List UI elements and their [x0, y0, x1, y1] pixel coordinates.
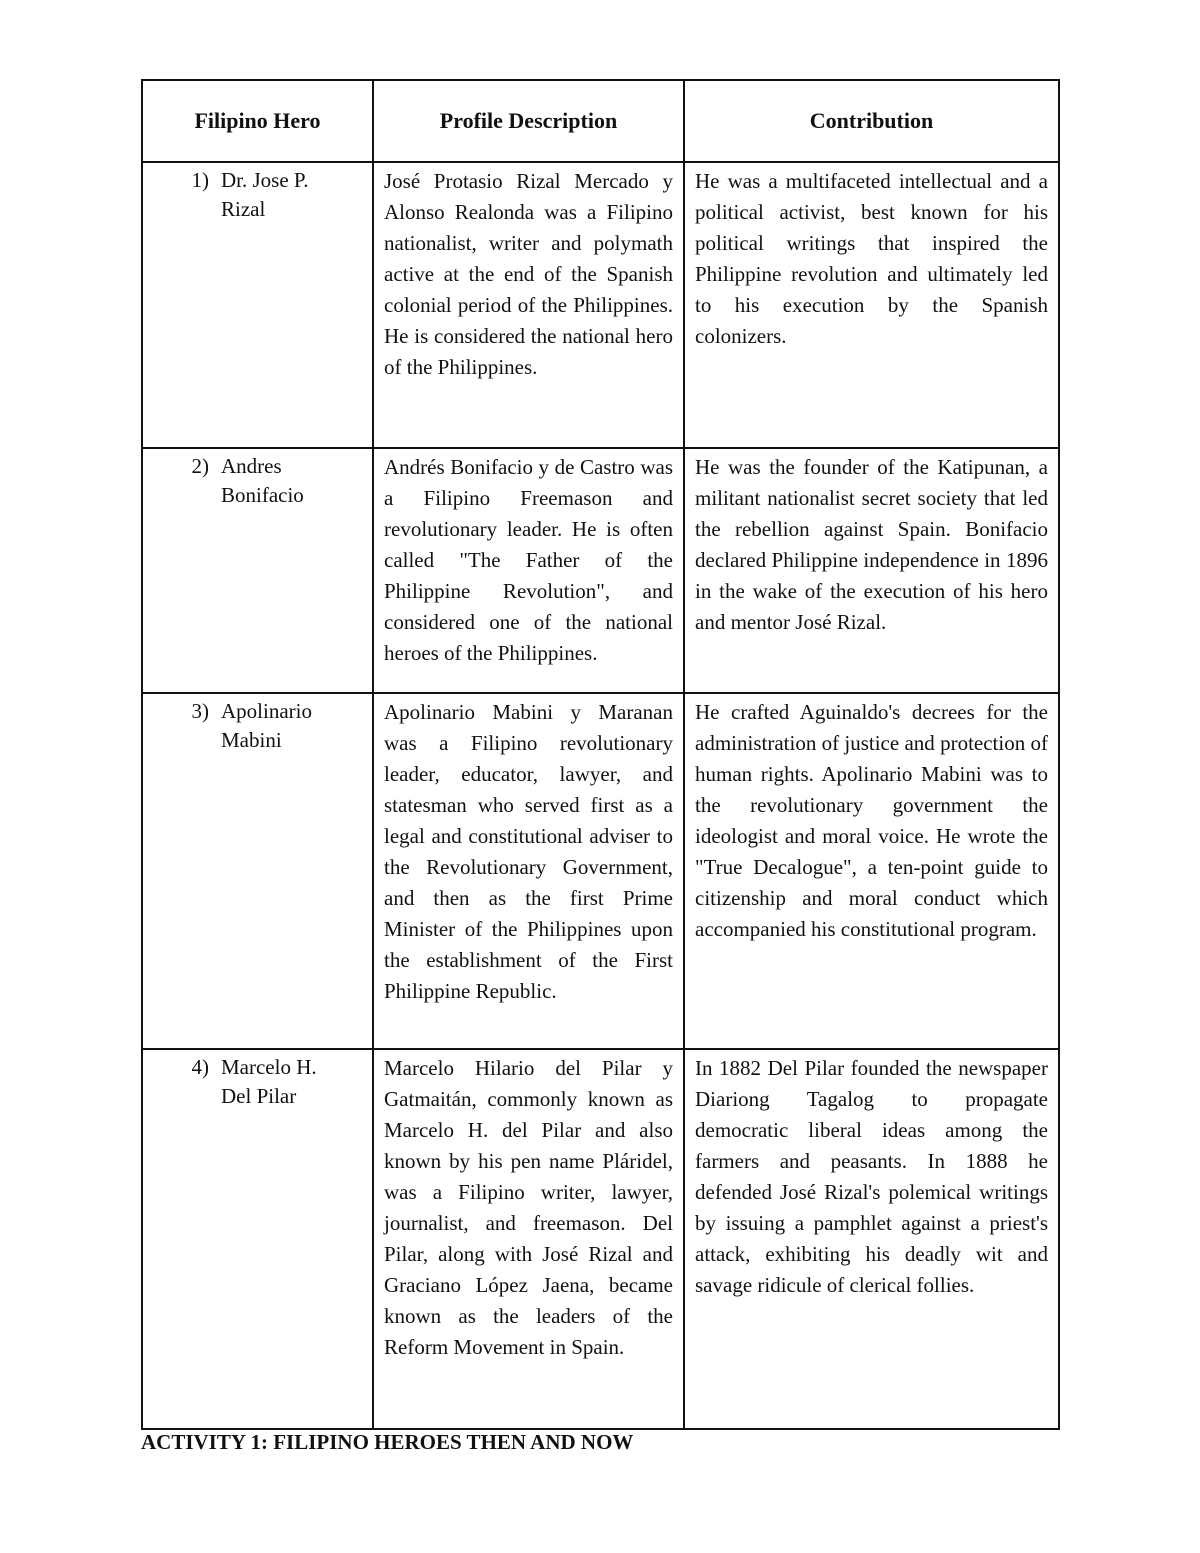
profile-description-cell: Marcelo Hilario del Pilar y Gatmaitán, commonly known as Marcelo H. del Pilar and also known by his pen name Pláridel, was a Filipino writer, lawyer, journalist, and freemason. Del Pilar, along with José Rizal and Graciano López Jaena, became known as the leaders of the Reform Movement in Spain. [373, 1049, 684, 1429]
hero-cell [142, 1049, 373, 1429]
hero-cell [142, 693, 373, 1049]
hero-cell [142, 448, 373, 693]
hero-name: Apolinario Mabini [221, 699, 312, 752]
profile-description-cell: Andrés Bonifacio y de Castro was a Filipino Freemason and revolutionary leader. He is often called "The Father of the Philippine Revolution", and considered one of the national heroes of the Philippines. [373, 448, 684, 693]
row-number: 4) [191, 1055, 209, 1079]
row-number: 1) [191, 168, 209, 192]
profile-description-cell: Apolinario Mabini y Maranan was a Filipino revolutionary leader, educator, lawyer, and statesman who served first as a legal and constitutional adviser to the Revolutionary Government, and then as the first Prime Minister of the Philippines upon the establishment of the First Philippine Republic. [373, 693, 684, 1049]
hero-cell [142, 162, 373, 448]
activity-caption: ACTIVITY 1: FILIPINO HEROES THEN AND NOW [141, 1430, 634, 1454]
profile-description-cell: José Protasio Rizal Mercado y Alonso Realonda was a Filipino nationalist, writer and polymath active at the end of the Spanish colonial period of the Philippines. He is considered the national hero of the Philippines. [373, 162, 684, 448]
contribution-cell: He was a multifaceted intellectual and a political activist, best known for his political writings that inspired the Philippine revolution and ultimately led to his execution by the Spanish colonizers. [684, 162, 1059, 448]
hero-name: Andres Bonifacio [221, 454, 304, 507]
contribution-cell: He crafted Aguinaldo's decrees for the administration of justice and protection of human rights. Apolinario Mabini was to the revolutionary government the ideologist and moral voice. He wrote the "True Decalogue", a ten-point guide to citizenship and moral conduct which accompanied his constitutional program. [684, 693, 1059, 1049]
table-header-row [142, 80, 1059, 162]
table-row [142, 448, 1059, 693]
heroes-table [141, 79, 1060, 1430]
table-row [142, 162, 1059, 448]
contribution-cell: He was the founder of the Katipunan, a militant nationalist secret society that led the rebellion against Spain. Bonifacio declared Philippine independence in 1896 in the wake of the execution of his hero and mentor José Rizal. [684, 448, 1059, 693]
header-filipino-hero: Filipino Hero [142, 80, 373, 162]
row-number: 3) [191, 699, 209, 723]
row-number: 2) [191, 454, 209, 478]
hero-name: Dr. Jose P. Rizal [221, 168, 309, 221]
table-row [142, 693, 1059, 1049]
table-row [142, 1049, 1059, 1429]
header-profile-description: Profile Description [373, 80, 684, 162]
contribution-cell: In 1882 Del Pilar founded the newspaper Diariong Tagalog to propagate democratic liberal ideas among the farmers and peasants. In 1888 he defended José Rizal's polemical writings by issuing a pamphlet against a priest's attack, exhibiting his deadly wit and savage ridicule of clerical follies. [684, 1049, 1059, 1429]
hero-name: Marcelo H. Del Pilar [221, 1055, 317, 1108]
header-contribution: Contribution [684, 80, 1059, 162]
